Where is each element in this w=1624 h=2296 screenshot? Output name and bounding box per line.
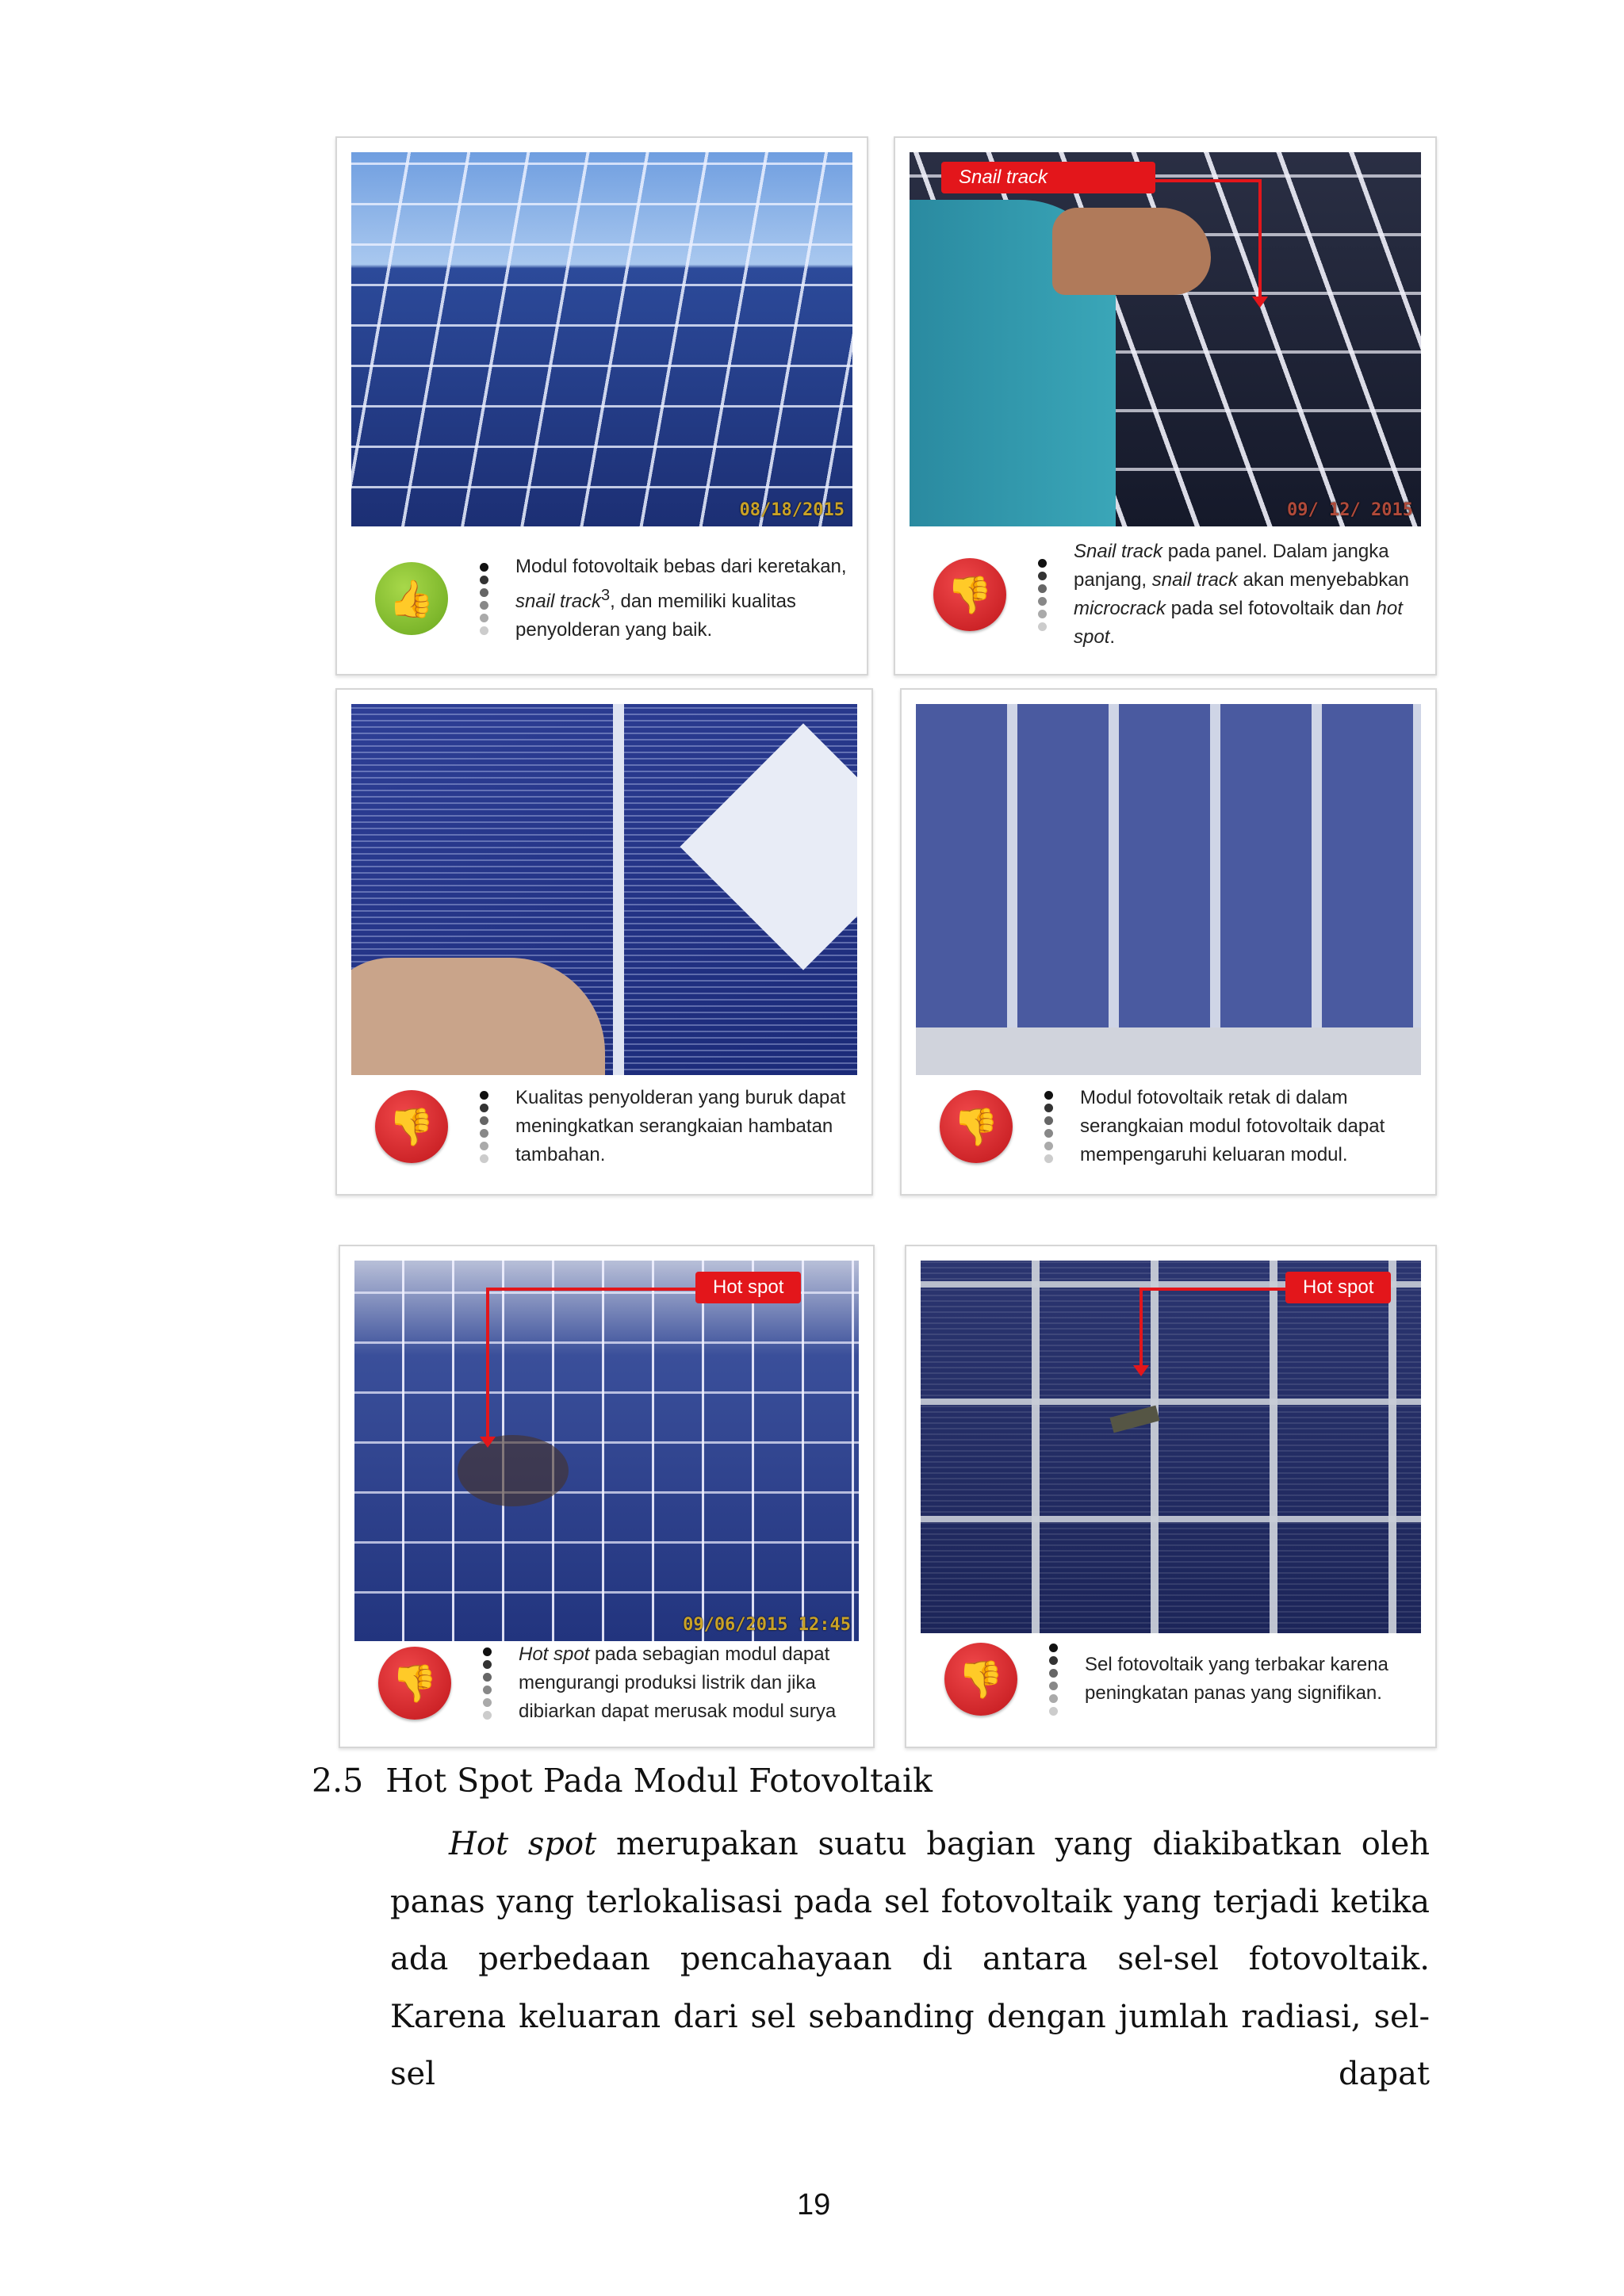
figure-hot-spot-panel <box>339 1245 875 1748</box>
thumbs-down-icon: 👎 <box>940 1090 1013 1163</box>
figure-cracked-module <box>900 688 1437 1196</box>
thumbs-down-icon: 👎 <box>944 1643 1017 1716</box>
thumbs-down-icon: 👎 <box>933 558 1006 631</box>
thumbs-down-icon: 👎 <box>375 1090 448 1163</box>
figure-caption: Modul fotovoltaik retak di dalam serangkaian modul fotovoltaik dapat mempengaruhi keluaran modul. <box>1080 1087 1385 1165</box>
figure-caption: Snail track pada panel. Dalam jangka panjang, snail track akan menyebabkan microcrack pada sel fotovoltaik dan hot spot. <box>1074 541 1409 648</box>
photo-burnt-cell <box>921 1261 1421 1633</box>
snail-track-label: Snail track <box>941 162 1155 193</box>
dots-divider <box>1044 1091 1053 1163</box>
figure-burnt-cell <box>905 1245 1437 1748</box>
dots-divider <box>480 1091 488 1163</box>
photo-hot-spot-panel <box>354 1261 859 1641</box>
dots-divider <box>480 563 488 635</box>
section-number: 2.5 <box>312 1762 364 1800</box>
figure-caption: Kualitas penyolderan yang buruk dapat meningkatkan serangkaian hambatan tambahan. <box>515 1087 846 1165</box>
thumbs-down-icon: 👎 <box>378 1647 451 1720</box>
figure-caption: Hot spot pada sebagian modul dapat mengurangi produksi listrik dan jika dibiarkan dapat merusak modul surya <box>519 1644 837 1722</box>
photo-solar-panel-good <box>351 152 852 526</box>
figure-caption: Modul fotovoltaik bebas dari keretakan, snail track$^3$, dan memiliki kualitas penyolderan yang baik. <box>515 556 847 641</box>
dots-divider <box>483 1647 492 1720</box>
photo-timestamp: 09/06/2015 12:45 <box>683 1615 851 1635</box>
figure-snail-track <box>894 136 1437 675</box>
dots-divider <box>1049 1644 1058 1716</box>
figure-caption: Sel fotovoltaik yang terbakar karena peningkatan panas yang signifikan. <box>1085 1654 1388 1704</box>
body-paragraph: Hot spot merupakan suatu bagian yang diakibatkan oleh panas yang terlokalisasi pada sel fotovoltaik yang terjadi ketika ada perbedaan pencahayaan di antara sel-sel fotovoltaik. Karena keluaran dari sel sebanding dengan jumlah radiasi, sel-sel dapat <box>390 1826 1430 2092</box>
page-number: 19 <box>797 2188 831 2221</box>
figure-good-module <box>335 136 868 675</box>
photo-timestamp: 09/ 12/ 2015 <box>1287 500 1413 520</box>
hot-spot-label: Hot spot <box>695 1272 801 1303</box>
photo-timestamp: 08/18/2015 <box>739 500 845 520</box>
dots-divider <box>1038 559 1047 631</box>
section-heading <box>312 1762 933 1800</box>
thumbs-up-icon: 👍 <box>375 562 448 635</box>
photo-poor-soldering <box>351 704 857 1075</box>
section-title: Hot Spot Pada Modul Fotovoltaik <box>385 1762 933 1800</box>
hot-spot-label: Hot spot <box>1285 1272 1391 1303</box>
figure-poor-soldering <box>335 688 873 1196</box>
photo-snail-track <box>910 152 1421 526</box>
photo-cracked-module <box>916 704 1421 1075</box>
